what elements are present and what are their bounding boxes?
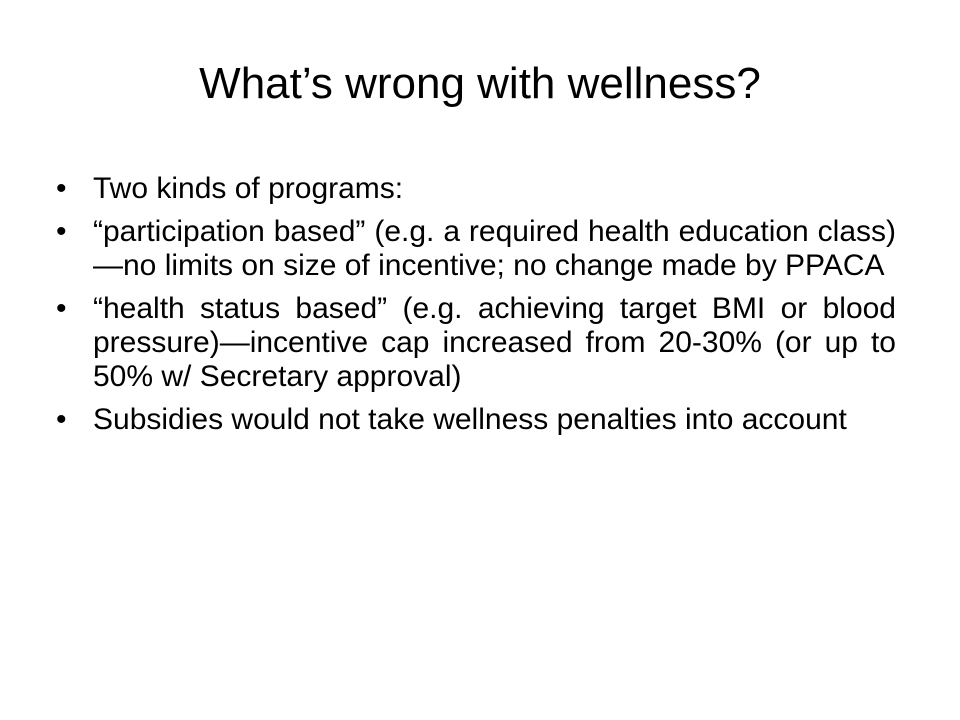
bullet-point-icon: • — [56, 172, 67, 205]
bullet-text: “participation based” (e.g. a required health education class)—no limits on size of incentive; no change made by PPACA — [93, 215, 896, 282]
bullet-text: Two kinds of programs: — [93, 172, 404, 205]
bullet-item-health-status-based — [56, 292, 896, 394]
bullet-text: “health status based” (e.g. achieving target BMI or blood pressure)—incentive cap increased from 20-30% (or up to 50% w/ Secretary approval) — [93, 292, 896, 393]
bullet-point-icon: • — [56, 292, 67, 325]
bullet-item-programs — [56, 172, 896, 206]
bullet-point-icon: • — [56, 403, 67, 436]
bullet-point-icon: • — [56, 215, 67, 248]
bullet-list — [56, 172, 896, 446]
bullet-item-participation-based — [56, 215, 896, 283]
bullet-text: Subsidies would not take wellness penalties into account — [93, 403, 847, 436]
bullet-item-subsidies — [56, 403, 896, 437]
slide-title: What’s wrong with wellness? — [199, 59, 761, 108]
